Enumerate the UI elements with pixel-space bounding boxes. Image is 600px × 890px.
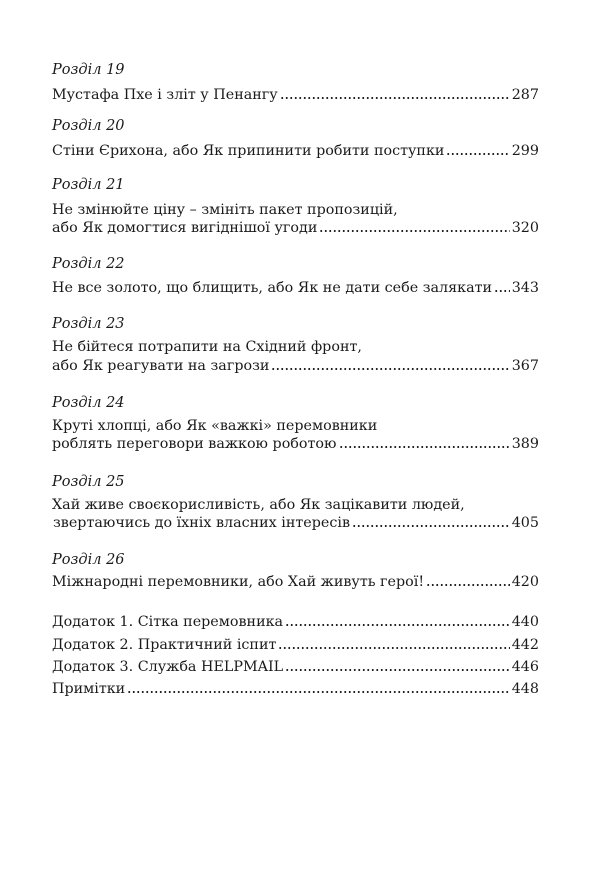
page-number: 287 <box>511 87 539 103</box>
entry-title: Додаток 3. Служба HELPMAIL <box>52 659 284 675</box>
dot-leader <box>271 368 509 370</box>
entry-title: Міжнародні перемовники, або Хай живуть герої! <box>52 574 425 590</box>
toc-entry <box>52 574 539 590</box>
entry-title: Додаток 1. Сітка перемовника <box>52 614 284 630</box>
entry-title: Не змінюйте ціну – змініть пакет пропозицій, <box>52 202 398 218</box>
dot-leader <box>339 446 510 448</box>
entry-title: Додаток 2. Практичний іспит <box>52 637 277 653</box>
toc-entry <box>53 515 539 531</box>
toc-entry <box>52 220 539 236</box>
toc-entry-line <box>52 418 539 434</box>
dot-leader <box>426 584 510 586</box>
chapter-heading: Розділ 22 <box>52 256 125 272</box>
chapter-heading: Розділ 25 <box>52 474 125 490</box>
page-number: 420 <box>511 574 539 590</box>
toc-appendix <box>52 659 539 675</box>
toc-entry-line <box>52 202 539 218</box>
chapter-heading: Розділ 26 <box>52 552 125 568</box>
toc-appendix <box>52 614 539 630</box>
page-number: 299 <box>511 143 539 159</box>
dot-leader <box>285 624 510 626</box>
toc-entry-line <box>52 497 539 513</box>
toc-entry-line <box>52 339 539 355</box>
entry-title: Хай живе своєкорисливість, або Як зацікавити людей, <box>52 497 465 513</box>
page-number: 440 <box>511 614 539 630</box>
page-number: 343 <box>511 280 539 296</box>
entry-title: роблять переговори важкою роботою <box>52 436 337 452</box>
toc-entry <box>52 358 539 374</box>
page-number: 442 <box>511 637 539 653</box>
entry-title: Стіни Єрихона, або Як припинити робити поступки <box>52 143 445 159</box>
page-number: 367 <box>511 358 539 374</box>
dot-leader <box>494 290 510 292</box>
page-number: 446 <box>511 659 539 675</box>
dot-leader <box>446 153 509 155</box>
dot-leader <box>127 691 509 693</box>
dot-leader <box>280 97 510 99</box>
page-number: 389 <box>511 436 539 452</box>
entry-title: або Як реагувати на загрози <box>52 358 270 374</box>
dot-leader <box>278 647 509 649</box>
entry-title: або Як домогтися вигіднішої угоди <box>52 220 318 236</box>
chapter-heading: Розділ 24 <box>52 395 125 411</box>
entry-title: Не все золото, що блищить, або Як не дати себе залякати <box>52 280 493 296</box>
dot-leader <box>285 669 510 671</box>
toc-appendix <box>52 637 539 653</box>
entry-title: Круті хлопці, або Як «важкі» перемовники <box>52 418 378 434</box>
entry-title: звертаючись до їхніх власних інтересів <box>53 515 350 531</box>
toc-entry <box>52 436 539 452</box>
toc-entry <box>52 280 539 296</box>
page-number: 405 <box>511 515 539 531</box>
page-number: 320 <box>511 220 539 236</box>
toc-entry <box>52 87 539 103</box>
toc-notes <box>52 681 539 697</box>
toc-entry <box>52 143 539 159</box>
entry-title: Не бійтеся потрапити на Східний фронт, <box>52 339 362 355</box>
chapter-heading: Розділ 21 <box>52 177 125 193</box>
chapter-heading: Розділ 23 <box>52 316 125 332</box>
entry-title: Мустафа Пхе і зліт у Пенангу <box>52 87 278 103</box>
page-number: 448 <box>511 681 539 697</box>
chapter-heading: Розділ 19 <box>52 62 125 78</box>
chapter-heading: Розділ 20 <box>52 118 125 134</box>
dot-leader <box>319 230 509 232</box>
dot-leader <box>352 525 510 527</box>
entry-title: Примітки <box>52 681 126 697</box>
